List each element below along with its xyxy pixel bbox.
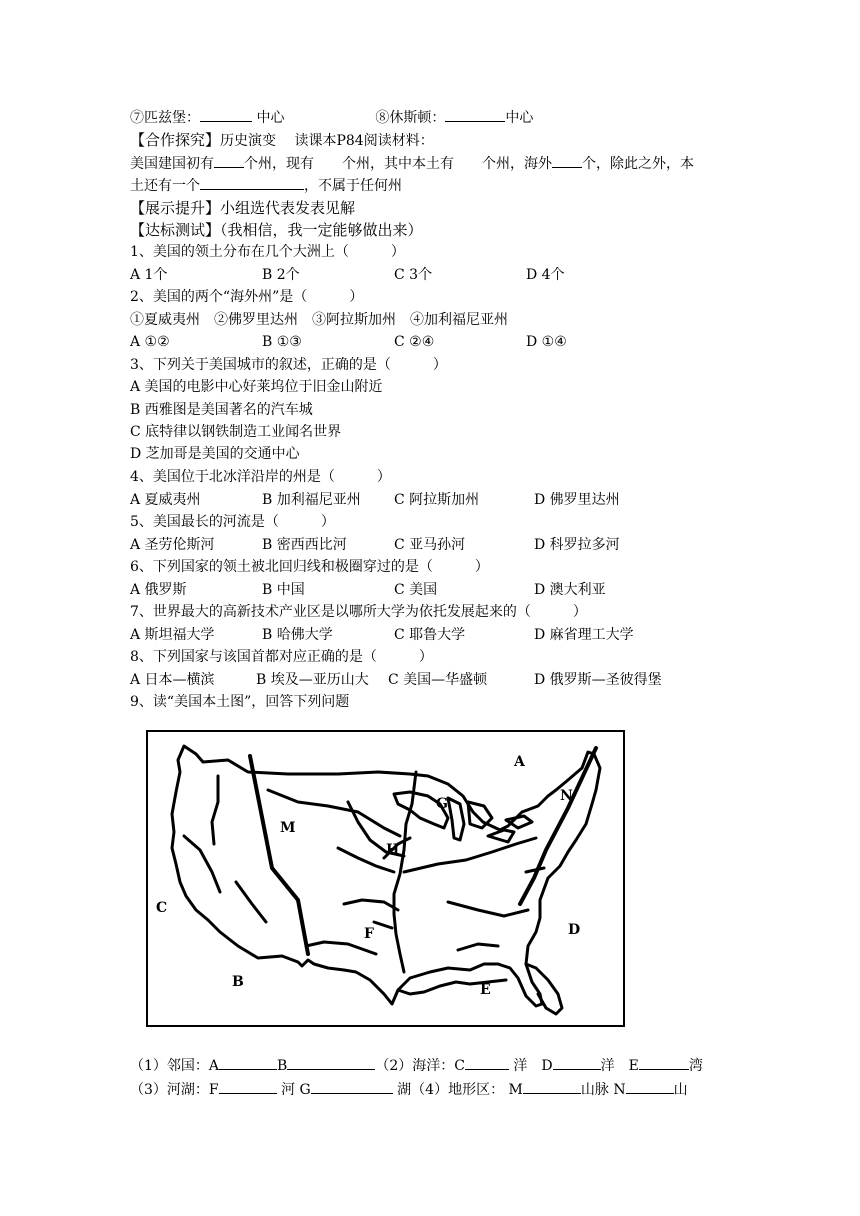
answer-row-2 [130, 1079, 688, 1100]
answer-text: 河 G [276, 1082, 311, 1098]
option-d: D 俄罗斯—圣彼得堡 [534, 672, 662, 688]
test-heading [130, 220, 423, 240]
option-b: B 2个 [262, 267, 300, 283]
option-a: A 夏威夷州 [130, 492, 201, 508]
map-label-a: A [514, 754, 525, 770]
show-tag: 【展示提升】 [130, 199, 221, 217]
cooperate-tag: 【合作探究】 [130, 131, 221, 149]
map-label-f: F [364, 926, 374, 942]
answer-row-1 [130, 1055, 703, 1076]
history-text: 个，除此之外，本 [582, 156, 694, 172]
history-line-2 [130, 175, 402, 196]
answer-blank [465, 1055, 509, 1070]
question-6-options [130, 580, 606, 600]
option-a: A 日本—横滨 [130, 672, 215, 688]
answer-blank [287, 1055, 375, 1070]
question-3-option-d: D 芝加哥是美国的交通中心 [130, 446, 300, 462]
item8-label: ⑧休斯顿： [375, 110, 446, 126]
option-b: B ①③ [262, 334, 302, 350]
option-b: B 密西西比河 [262, 537, 347, 553]
answer-text: B [277, 1058, 288, 1074]
history-blank [552, 153, 582, 168]
history-blank [200, 175, 304, 190]
item7-suffix: 中心 [252, 110, 285, 126]
question-8: 8、下列国家与该国首都对应正确的是（ ） [130, 649, 433, 665]
question-2: 2、美国的两个“海外州”是（ ） [130, 289, 364, 305]
history-text: 美国建国初有 [130, 156, 214, 172]
option-c: C 美国 [394, 582, 438, 598]
history-text: 个州，其中本土有 [342, 156, 454, 172]
map-label-h: H [386, 842, 400, 858]
option-b: B 加利福尼亚州 [262, 492, 361, 508]
answer-text: （1）邻国：A [130, 1058, 220, 1074]
answer-blank [626, 1079, 674, 1094]
test-tag: 【达标测试】 [130, 221, 221, 239]
cooperate-text: 历史演变 读课本P84阅读材料： [220, 133, 434, 149]
option-b: B 中国 [262, 582, 305, 598]
map-label-d: D [568, 922, 581, 938]
answer-blank [311, 1079, 393, 1094]
answer-blank [219, 1055, 277, 1070]
map-label-n: N [560, 788, 573, 804]
option-b: B 哈佛大学 [262, 627, 333, 643]
option-c: C 3个 [394, 267, 433, 283]
history-line-1 [130, 153, 694, 174]
question-6: 6、下列国家的领土被北回归线和极圈穿过的是（ ） [130, 559, 489, 575]
item7-blank [200, 107, 252, 122]
answer-blank [523, 1079, 581, 1094]
question-3-option-a: A 美国的电影中心好莱坞位于旧金山附近 [130, 379, 383, 395]
map-label-g: G [436, 796, 448, 812]
option-c: C 阿拉斯加州 [394, 492, 480, 508]
item8-blank [445, 107, 505, 122]
option-c: C 亚马孙河 [394, 537, 466, 553]
question-3-option-b: B 西雅图是美国著名的汽车城 [130, 402, 313, 418]
answer-blank [639, 1055, 689, 1070]
top-row [130, 107, 533, 128]
map-label-m: M [280, 820, 296, 836]
answer-text: （3）河湖：F [130, 1082, 219, 1098]
question-8-options [130, 670, 662, 690]
option-d: D 科罗拉多河 [534, 537, 620, 553]
item8-suffix: 中心 [505, 110, 534, 126]
option-c: C ②④ [394, 334, 435, 350]
answer-text: 洋 D [508, 1058, 553, 1074]
show-text: 小组选代表发表见解 [220, 199, 356, 217]
option-a: A 斯坦福大学 [130, 627, 215, 643]
answer-text: 湾 [688, 1058, 703, 1074]
cooperate-heading [130, 130, 434, 151]
history-text: 个州，现有 [244, 156, 314, 172]
history-text: 土还有一个 [130, 178, 200, 194]
us-map-outline [148, 732, 623, 1025]
answer-text: 山脉 N [580, 1082, 626, 1098]
option-a: A ①② [130, 334, 170, 350]
test-text: （我相信，我一定能够做出来） [220, 221, 423, 239]
option-a: A 1个 [130, 267, 168, 283]
answer-text: 山 [673, 1082, 688, 1098]
question-7-options [130, 625, 634, 645]
option-d: D ①④ [526, 334, 567, 350]
map-label-e: E [480, 982, 491, 998]
question-1: 1、美国的领土分布在几个大洲上（ ） [130, 244, 405, 260]
question-5-options [130, 535, 620, 555]
item7-label: ⑦匹兹堡： [130, 110, 200, 126]
answer-blank [553, 1055, 601, 1070]
map-label-c: C [156, 900, 168, 916]
question-7: 7、世界最大的高新技术产业区是以哪所大学为依托发展起来的（ ） [130, 604, 587, 620]
question-4-options [130, 490, 620, 510]
map-label-b: B [232, 974, 244, 990]
option-c: C 耶鲁大学 [394, 627, 466, 643]
option-c: C 美国—华盛顿 [388, 672, 488, 688]
option-b: B 埃及—亚历山大 [256, 672, 369, 688]
option-d: D 麻省理工大学 [534, 627, 634, 643]
question-3: 3、下列关于美国城市的叙述，正确的是（ ） [130, 357, 447, 373]
history-text: ，不属于任何州 [304, 178, 402, 194]
question-5: 5、美国最长的河流是（ ） [130, 514, 335, 530]
question-2-sub: ①夏威夷州 ②佛罗里达州 ③阿拉斯加州 ④加利福尼亚州 [130, 312, 508, 328]
question-1-options [130, 265, 565, 285]
question-9: 9、读“美国本土图”，回答下列问题 [130, 694, 350, 710]
show-heading [130, 198, 355, 218]
question-3-option-c: C 底特律以钢铁制造工业闻名世界 [130, 424, 342, 440]
answer-text: 湖（4）地形区： M [392, 1082, 523, 1098]
question-4: 4、美国位于北冰洋沿岸的州是（ ） [130, 469, 391, 485]
option-a: A 俄罗斯 [130, 582, 187, 598]
option-d: D 佛罗里达州 [534, 492, 620, 508]
us-mainland-map [146, 730, 625, 1027]
history-text: 个州，海外 [482, 156, 552, 172]
history-blank [214, 153, 244, 168]
option-d: D 4个 [526, 267, 565, 283]
answer-blank [219, 1079, 277, 1094]
option-a: A 圣劳伦斯河 [130, 537, 215, 553]
answer-text: （2）海洋：C [375, 1058, 465, 1074]
question-2-options [130, 332, 567, 352]
answer-text: 洋 E [600, 1058, 639, 1074]
option-d: D 澳大利亚 [534, 582, 606, 598]
